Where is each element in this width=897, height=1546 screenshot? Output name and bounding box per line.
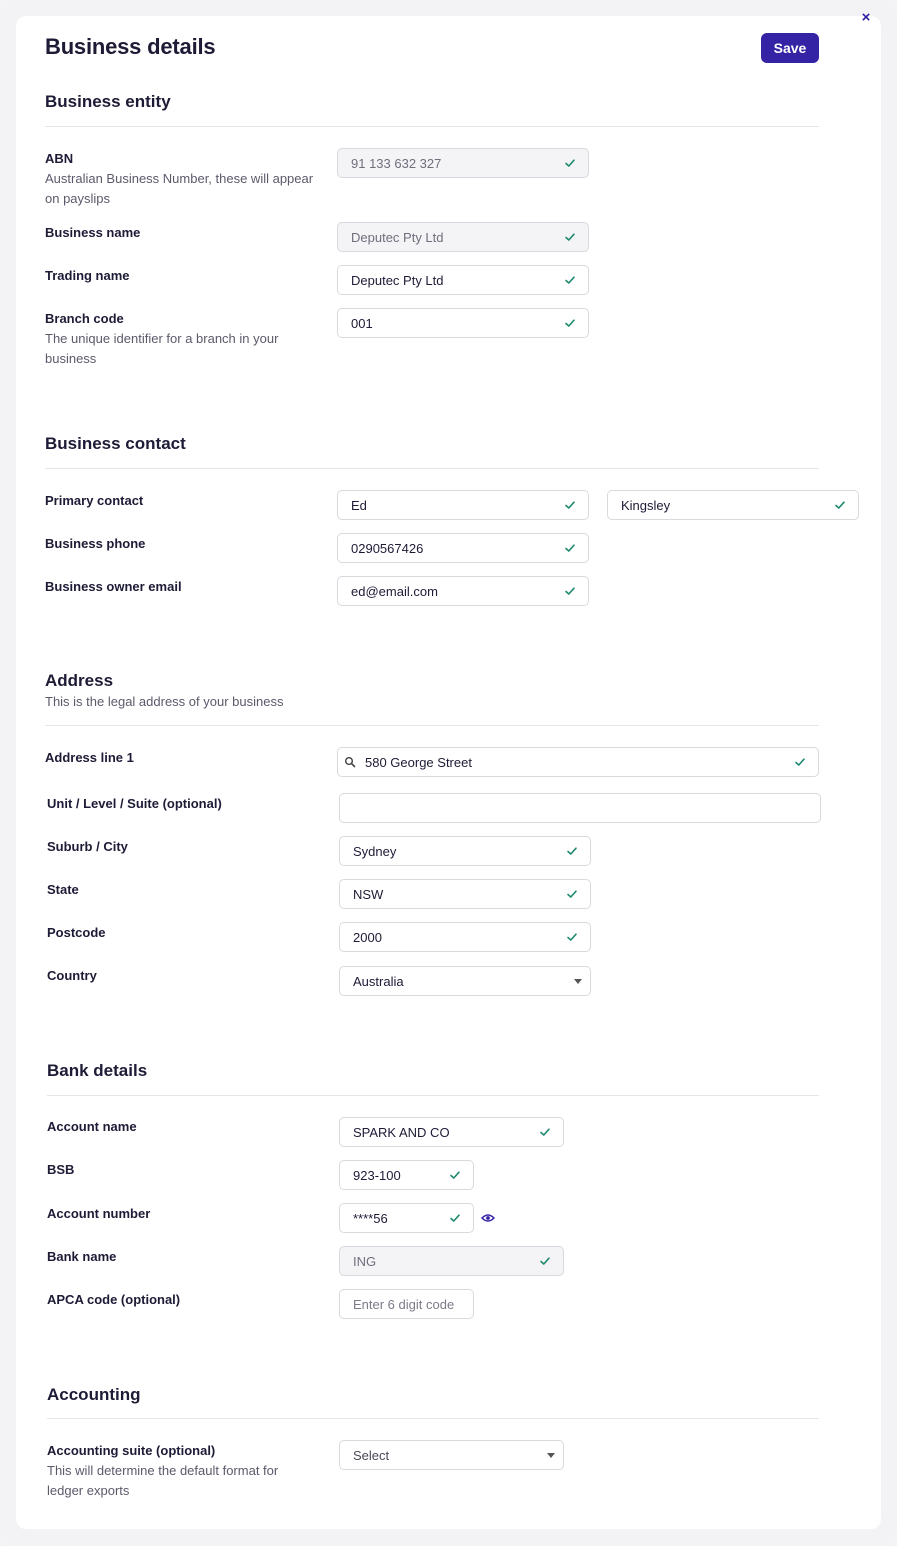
chevron-down-icon xyxy=(547,1453,555,1458)
accounting-suite-value: Select xyxy=(353,1447,390,1463)
check-icon xyxy=(564,157,576,169)
branch-code-label: Branch code xyxy=(45,311,124,326)
owner-email-input[interactable] xyxy=(337,576,589,606)
branch-code-help-text-2: business xyxy=(45,351,97,366)
check-icon xyxy=(834,499,846,511)
first-name-input[interactable] xyxy=(337,490,589,520)
bank-name-value: ING xyxy=(353,1253,377,1269)
chevron-down-icon xyxy=(574,979,582,984)
section-title-business-contact: Business contact xyxy=(45,434,186,453)
bank-name-label: Bank name xyxy=(47,1249,117,1264)
branch-code-input[interactable] xyxy=(337,308,589,338)
check-icon xyxy=(794,756,806,768)
divider xyxy=(45,468,819,469)
divider xyxy=(45,126,819,127)
close-icon[interactable]: × xyxy=(861,9,871,26)
postcode-label: Postcode xyxy=(47,925,106,940)
suburb-label: Suburb / City xyxy=(47,839,128,854)
check-icon xyxy=(449,1169,461,1181)
business-name-field xyxy=(337,222,589,252)
account-number-value: ****56 xyxy=(353,1210,388,1226)
check-icon xyxy=(564,317,576,329)
accounting-suite-label: Accounting suite (optional) xyxy=(47,1443,216,1458)
account-name-label: Account name xyxy=(47,1119,137,1134)
state-input[interactable] xyxy=(339,879,591,909)
check-icon xyxy=(539,1255,551,1267)
country-label: Country xyxy=(47,968,97,983)
accounting-suite-help-text: This will determine the default format for xyxy=(47,1463,279,1478)
apca-label: APCA code (optional) xyxy=(47,1292,181,1307)
check-icon xyxy=(564,542,576,554)
address-line1-value: 580 George Street xyxy=(365,754,472,770)
accounting-suite-select[interactable] xyxy=(339,1440,564,1470)
branch-code-help-text: The unique identifier for a branch in your xyxy=(45,331,279,346)
country-select[interactable] xyxy=(339,966,591,996)
check-icon xyxy=(566,931,578,943)
section-title-business-entity: Business entity xyxy=(45,92,171,111)
business-name-value: Deputec Pty Ltd xyxy=(351,229,444,245)
branch-code-value: 001 xyxy=(351,315,373,331)
state-label: State xyxy=(47,882,79,897)
check-icon xyxy=(564,231,576,243)
business-name-label: Business name xyxy=(45,225,141,240)
suburb-value: Sydney xyxy=(353,843,397,859)
abn-help-text: Australian Business Number, these will appear xyxy=(45,171,314,186)
owner-email-label: Business owner email xyxy=(45,579,182,594)
abn-label: ABN xyxy=(45,151,74,166)
divider xyxy=(45,725,819,726)
primary-contact-label: Primary contact xyxy=(45,493,144,508)
apca-input[interactable] xyxy=(339,1289,474,1319)
trading-name-label: Trading name xyxy=(45,268,130,283)
business-phone-value: 0290567426 xyxy=(351,540,424,556)
account-number-input[interactable] xyxy=(339,1203,474,1233)
bank-name-field xyxy=(339,1246,564,1276)
address-line1-label: Address line 1 xyxy=(45,750,134,765)
section-title-accounting: Accounting xyxy=(47,1385,141,1404)
check-icon xyxy=(564,585,576,597)
divider xyxy=(47,1095,819,1096)
bsb-input[interactable] xyxy=(339,1160,474,1190)
state-value: NSW xyxy=(353,886,384,902)
postcode-value: 2000 xyxy=(353,929,382,945)
bsb-value: 923-100 xyxy=(353,1167,401,1183)
address-line1-input[interactable] xyxy=(337,747,819,777)
check-icon xyxy=(449,1212,461,1224)
abn-help-text-2: on payslips xyxy=(45,191,111,206)
last-name-input[interactable] xyxy=(607,490,859,520)
check-icon xyxy=(566,888,578,900)
trading-name-value: Deputec Pty Ltd xyxy=(351,272,444,288)
eye-icon[interactable] xyxy=(481,1213,495,1223)
unit-input[interactable] xyxy=(339,793,821,823)
unit-label: Unit / Level / Suite (optional) xyxy=(47,796,222,811)
trading-name-input[interactable] xyxy=(337,265,589,295)
search-icon xyxy=(344,756,356,768)
business-phone-input[interactable] xyxy=(337,533,589,563)
owner-email-value: ed@email.com xyxy=(351,583,438,599)
accounting-suite-help-text-2: ledger exports xyxy=(47,1483,130,1498)
abn-field xyxy=(337,148,589,178)
check-icon xyxy=(564,274,576,286)
save-button[interactable]: Save xyxy=(761,33,819,63)
bsb-label: BSB xyxy=(47,1162,75,1177)
account-name-value: SPARK AND CO xyxy=(353,1124,450,1140)
address-subtitle: This is the legal address of your business xyxy=(45,694,284,709)
first-name-value: Ed xyxy=(351,497,367,513)
postcode-input[interactable] xyxy=(339,922,591,952)
page-title: Business details xyxy=(45,34,216,59)
country-value: Australia xyxy=(353,973,404,989)
account-name-input[interactable] xyxy=(339,1117,564,1147)
account-number-label: Account number xyxy=(47,1206,151,1221)
check-icon xyxy=(539,1126,551,1138)
section-title-bank-details: Bank details xyxy=(47,1061,148,1080)
section-title-address: Address xyxy=(45,671,114,690)
check-icon xyxy=(564,499,576,511)
suburb-input[interactable] xyxy=(339,836,591,866)
last-name-value: Kingsley xyxy=(621,497,671,513)
divider xyxy=(47,1418,819,1419)
abn-value: 91 133 632 327 xyxy=(351,155,442,171)
business-phone-label: Business phone xyxy=(45,536,146,551)
apca-placeholder: Enter 6 digit code xyxy=(353,1296,455,1312)
check-icon xyxy=(566,845,578,857)
